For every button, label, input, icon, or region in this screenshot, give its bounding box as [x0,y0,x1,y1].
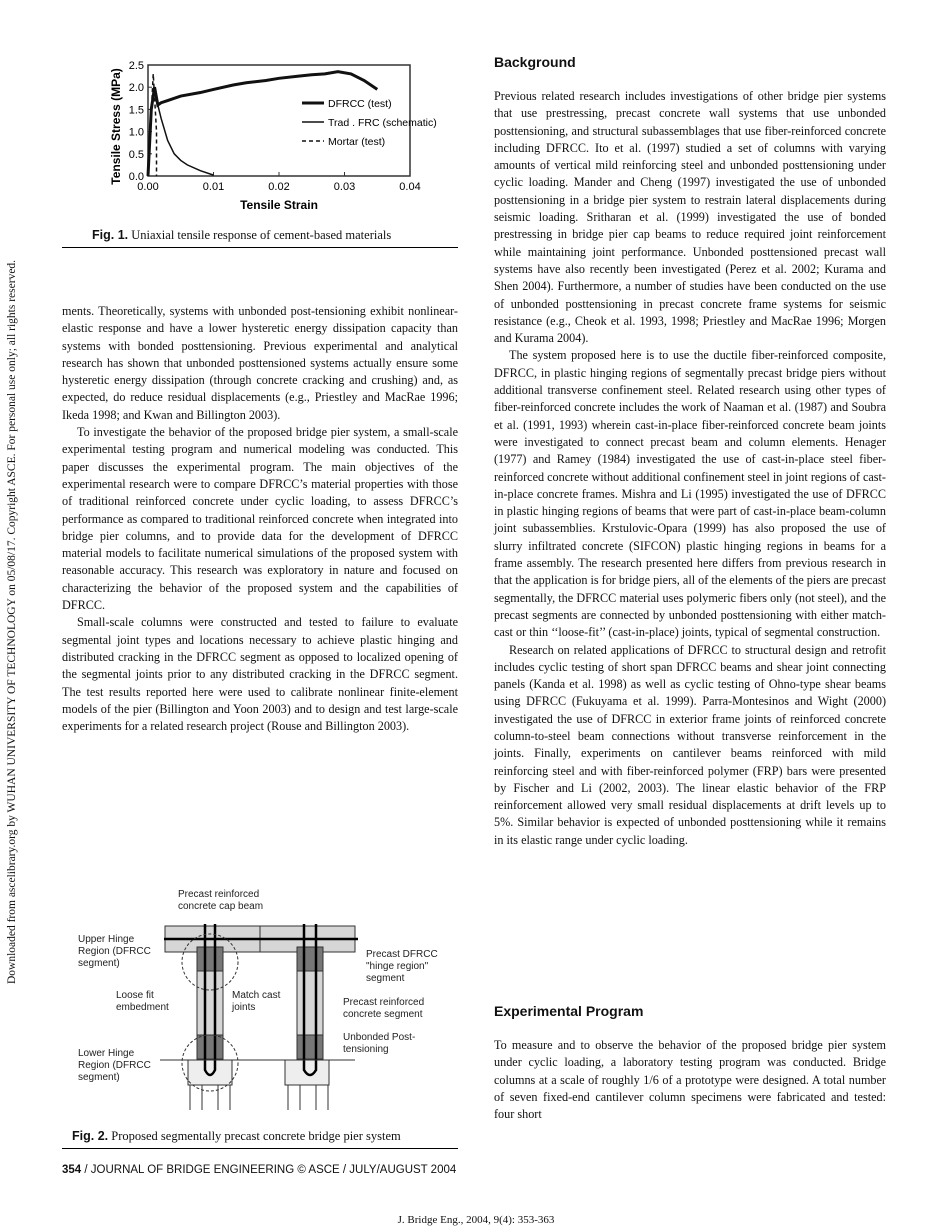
fig2-label: joints [232,1002,256,1013]
fig2-label: tensioning [343,1044,389,1055]
legend-label: DFRCC (test) [328,98,392,110]
paragraph: To measure and to observe the behavior of the proposed bridge pier system under cyclic loading, a laboratory testing program was conducted. Bridge columns at a scale of roughly 1/6 of a prototype were designed. A total number of seven fixed-end cantilever column specimens were fabricated and tested: four short [494,1038,886,1122]
fig2-label: Precast reinforced [178,889,260,900]
fig2-caption-text: Proposed segmentally precast concrete bridge pier system [111,1129,401,1143]
fig2-diagram [60,880,460,1110]
paragraph: Small-scale columns were constructed and tested to failure to evaluate segmental joint types and locations necessary to achieve plastic hinging and distributed cracking in the DFRCC segment as opposed to localized opening of the segmental joints prior to any distributed cracking in the DFRCC segment. The test results reported here were used to calibrate nonlinear finite-element models of the pier (Billington and Yoon 2003) and to design and test large-scale experiments for a related research project (Rouse and Billington 2003). [62,615,458,734]
paragraph: ments. Theoretically, systems with unbonded post-tensioning exhibit nonlinear-elastic response and have a lower hysteretic energy dissipation capacity than systems with bonded posttensioning. Previous experimental and analytical research has shown that unbonded posttensioned systems actually ensure some hysteretic energy dissipation (through concrete cracking and crushing) and, as expected, do reduce residual displacements (e.g., Priestley and MacRae 1996; Ikeda 1998; and Kwan and Billington 2003). [62,304,458,422]
fig1-label: Fig. 1. [92,228,129,242]
page-number: 354 [62,1164,82,1176]
fig2-label: segment [366,973,405,984]
fig2-label: Unbonded Post- [343,1032,416,1043]
fig2-label: Region (DFRCC [78,946,151,957]
x-tick-label: 0.02 [268,181,290,193]
x-tick-label: 0.00 [137,181,159,193]
paragraph: Research on related applications of DFRCC to structural design and retrofit includes cyclic testing of short span DFRCC beams and shear joint connecting panels (Kanda et al. 1998) as well as cyclic testing of Ohno-type shear beams using DFRCC (Fukuyama et al. 1999). Parra-Montesinos and Wight (2000) investigated the use of DFRCC in exterior frame joints of reinforced concrete column-to-steel beam connections without transverse reinforcement in the joints. Finally, experiments on cantilever beams reinforced with mild reinforcing steel and with fiber-reinforced polymer (FRP) bars were presented by Fischer and Li (2002, 2003). The linear elastic behavior of the FRP reinforcement allowed very small residual displacements at drift levels up to 5%. Similar behavior is expected of unbonded posttensioning while it remains in its elastic range under cyclic loading. [494,642,886,847]
series-line-1 [148,92,214,176]
section-heading-background: Background [494,54,576,70]
paragraph: The system proposed here is to use the ductile fiber-reinforced composite, DFRCC, in plastic hinging regions of segmentally precast bridge piers without additional transverse confinement steel. Related research using other types of fiber-reinforced concrete includes the work of Naaman et al. (1987) and Soubra et al. (1991, 1993) wherein cast-in-place fiber-reinforced concrete beam joints were investigated to connect precast beam and column elements. Henager (1977) and Ramey (1984) investigated the use of cast-in-place steel fiber-reinforced concrete without additional confinement steel in joint regions of cast-in-place concrete frames. Mishra and Li (1995) investigated the use of DFRCC in plastic hinging regions of beams that were part of cast-in-place beam-column joint subassemblies. Krstulovic-Opara (1999) has also proposed the use of slurry infiltrated concrete (SIFCON) plastic hinging regions in beams for a frame assembly. The research presented here differs from previous research in that the application is for bridge piers, all of the elements of the piers are precast segmentally, the DFRCC material uses polymeric fibers only (not steel), and the precast segments are connected by unbonded posttensioning with either match-cast or thin ‘‘loose-fit’’ (cast-in-place) joints, typical of segmental construction. [494,348,886,640]
x-tick-label: 0.01 [202,181,225,193]
y-tick-label: 2.0 [128,82,144,95]
fig2-label: "hinge region" [366,961,429,972]
fig2-label: segment) [78,958,120,969]
fig2-label: Precast DFRCC [366,949,438,960]
y-tick-label: 0.5 [128,148,144,161]
fig2-label: Upper Hinge [78,934,135,945]
fig2-label: Region (DFRCC [78,1060,151,1071]
legend-label: Trad . FRC (schematic) [328,117,437,129]
fig2-label: Lower Hinge [78,1048,135,1059]
fig2-label: concrete segment [343,1009,423,1020]
fig1-chart [90,45,437,225]
legend-label: Mortar (test) [328,136,386,148]
fig2-label: Match cast [232,990,281,1001]
background-text [494,88,886,849]
fig2-label-num: Fig. 2. [72,1129,109,1143]
fig1-caption [92,228,391,243]
fig2-label: concrete cap beam [178,901,264,912]
fig2-label: segment) [78,1072,120,1083]
x-tick-label: 0.04 [399,181,421,193]
fig2-label: Loose fit [116,990,154,1001]
fig1-rule [62,247,458,248]
download-notice: Downloaded from ascelibrary.org by WUHAN UNIVERSITY OF TECHNOLOGY on 05/08/17. Copyright ASCE. For personal use only; all rights reserved. [6,259,18,985]
page-footer [62,1164,456,1176]
fig2-label: embedment [116,1002,169,1013]
paragraph: Previous related research includes investigations of other bridge pier systems that use prestressing, precast concrete wall systems that use unbonded posttensioning, and structural subassemblages that use fiber-reinforced concrete including DFRCC. Ito et al. (1997) studied a set of columns with varying amounts of vertical mild reinforcing steel and unbonded posttensioning under cyclic loading. Mander and Cheng (1997) investigated the use of unbonded posttensioning in a bridge pier system to restrain lateral displacements during seismic loading. Sritharan et al. (1999) investigated the use of bonded prestressing in bridge pier cap beams to reduce required joint reinforcement while maintaining joint performance. Unbonded posttensioned precast wall systems have also recently been investigated (Perez et al. 2002; Kurama and Shen 2004). Furthermore, a number of studies have been conducted on the use of unbonded posttensioning in precast concrete frame systems for seismic resistance (e.g., Cheok et al. 1993, 1998; Priestley and MacRae 1996; Morgen and Kurama 2004). [494,89,886,346]
y-tick-label: 0.0 [128,171,144,183]
y-tick-label: 1.0 [128,126,144,139]
y-tick-label: 1.5 [128,104,144,117]
experimental-text [494,1037,886,1123]
x-axis-label: Tensile Strain [240,198,318,212]
fig2-caption [72,1129,401,1144]
x-tick-label: 0.03 [333,181,356,193]
journal-name: / JOURNAL OF BRIDGE ENGINEERING © ASCE / JULY/AUGUST 2004 [81,1164,457,1176]
section-heading-experimental: Experimental Program [494,1003,644,1019]
y-axis-label: Tensile Stress (MPa) [109,68,123,185]
fig2-rule [62,1148,458,1149]
citation: J. Bridge Eng., 2004, 9(4): 353-363 [397,1214,555,1226]
paragraph: To investigate the behavior of the proposed bridge pier system, a small-scale experimental testing program and numerical modeling was conducted. This paper discusses the experimental program. The main objectives of the experimental research were to compare DFRCC’s material properties with those of traditional reinforced concrete under cyclic loading, to assess DFRCC’s performance as compared to traditional reinforced concrete when integrated into bridge pier columns, and to provide data for the development of DFRCC material models to facilitate numerical simulations of the proposed system with reasonable accuracy. This research was exploratory in nature and focused on characterizing the behavior of the proposed system and the capabilities of DFRCC. [62,425,458,613]
fig2-label: Precast reinforced [343,997,425,1008]
fig1-caption-text: Uniaxial tensile response of cement-based materials [131,228,392,242]
y-tick-label: 2.5 [128,60,144,72]
left-column-text [62,303,458,735]
